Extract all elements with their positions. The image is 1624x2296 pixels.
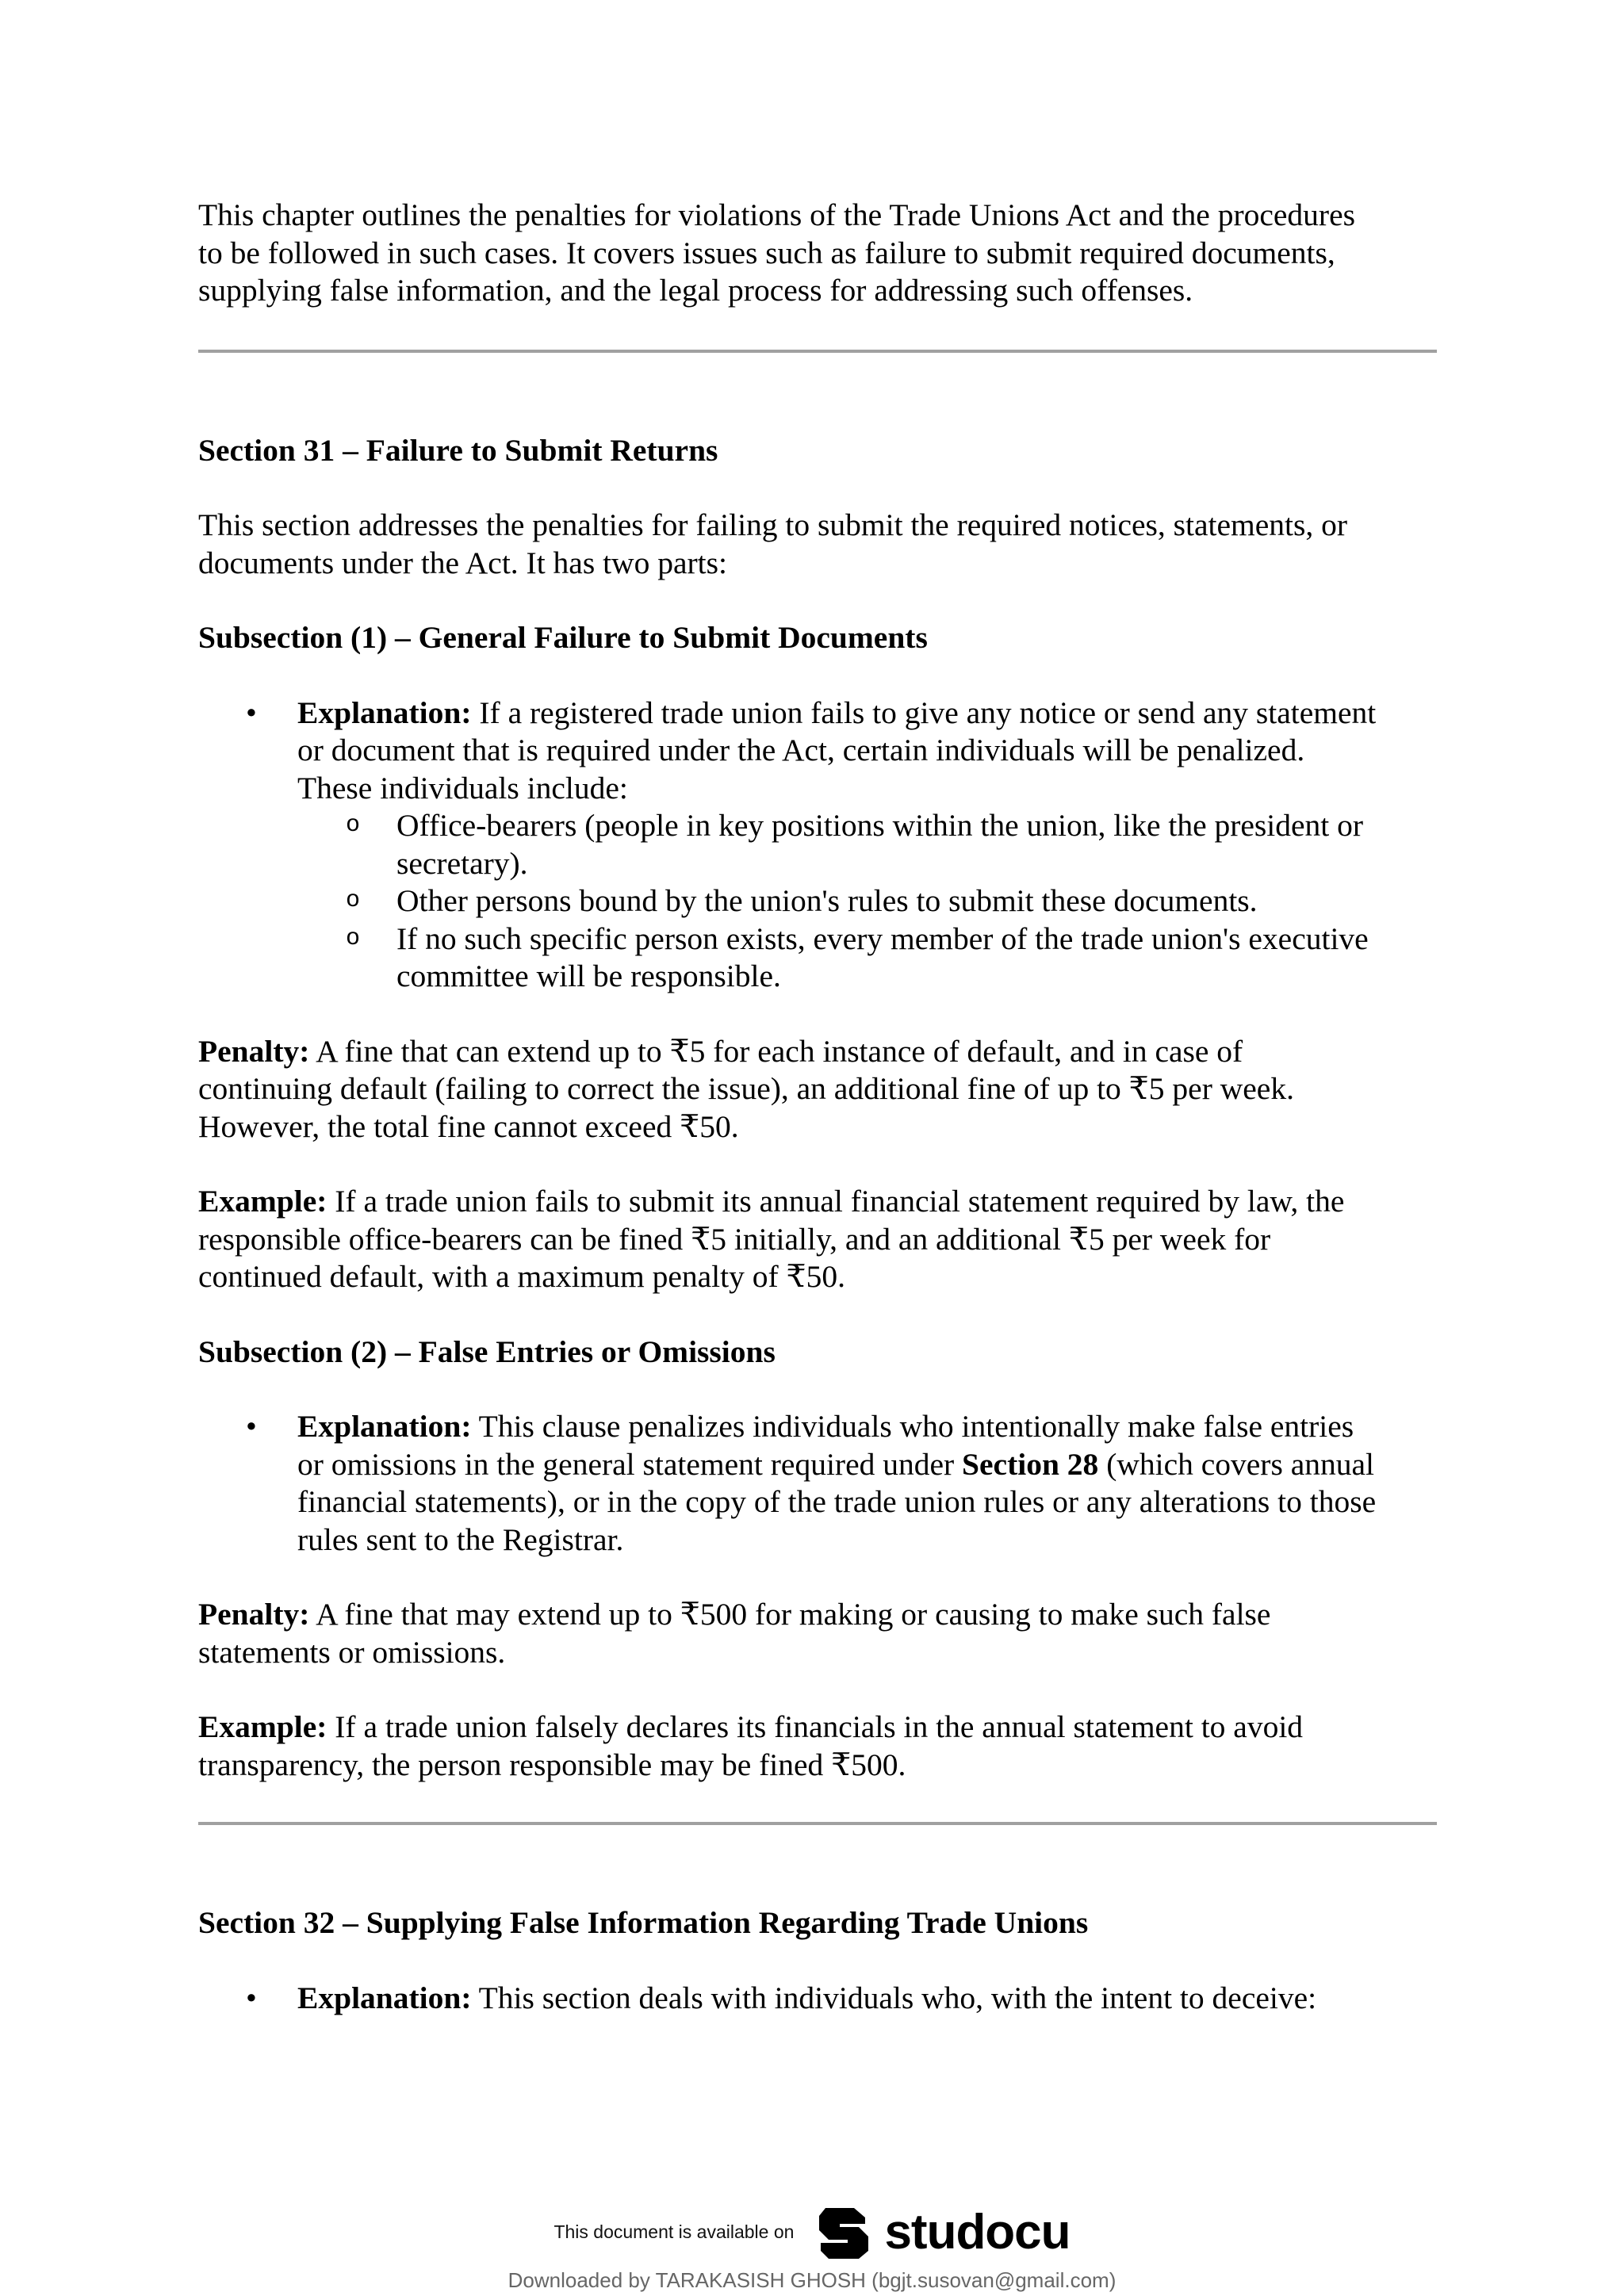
text-line: rules sent to the Registrar.	[297, 1521, 624, 1557]
list-item-explanation	[198, 1980, 1435, 2018]
penalty-paragraph	[198, 1033, 1435, 1146]
intro-line: This chapter outlines the penalties for violations of the Trade Unions Act and the procedures	[198, 197, 1355, 232]
explanation-label: Explanation:	[297, 1409, 472, 1444]
penalty-paragraph	[198, 1596, 1435, 1671]
sub-list-item	[198, 920, 1435, 996]
studocu-brand[interactable]	[813, 2200, 1070, 2263]
intro-line: to be followed in such cases. It covers issues such as failure to submit required documents,	[198, 235, 1335, 270]
text-line: documents under the Act. It has two parts:	[198, 545, 727, 580]
text-line: or omissions in the general statement required under	[297, 1446, 963, 1482]
text-line: Office-bearers (people in key positions within the union, like the president or	[396, 808, 1364, 843]
section-32-heading: Section 32 – Supplying False Information Regarding Trade Unions	[198, 1905, 1089, 1940]
text-line: Other persons bound by the union's rules to submit these documents.	[396, 883, 1258, 918]
explanation-label: Explanation:	[297, 1980, 472, 2015]
penalty-label: Penalty:	[198, 1033, 310, 1069]
intro-line: supplying false information, and the legal process for addressing such offenses.	[198, 273, 1193, 308]
text-line: This section deals with individuals who, with the intent to deceive:	[471, 1980, 1317, 2015]
text-line: If a trade union falsely declares its financials in the annual statement to avoid	[327, 1709, 1304, 1744]
text-line: A fine that may extend up to ₹500 for making or causing to make such false	[309, 1597, 1271, 1632]
text-line: financial statements), or in the copy of the trade union rules or any alterations to those	[297, 1484, 1377, 1519]
text-line: (which covers annual	[1098, 1446, 1375, 1482]
text-line: If no such specific person exists, every member of the trade union's executive	[396, 920, 1369, 956]
text-line: If a trade union fails to submit its annual financial statement required by law, the	[327, 1184, 1345, 1219]
sub-list-item	[198, 807, 1435, 882]
footer	[0, 2200, 1624, 2293]
text-line: continued default, with a maximum penalty of ₹50.	[198, 1259, 846, 1294]
circle-bullet-icon: o	[346, 887, 361, 914]
text-line: continuing default (failing to correct the issue), an additional fine of up to ₹5 per week.	[198, 1071, 1294, 1106]
text-line: This clause penalizes individuals who intentionally make false entries	[471, 1409, 1354, 1444]
studocu-logo-icon	[813, 2200, 876, 2263]
text-line: transparency, the person responsible may be fined ₹500.	[198, 1747, 906, 1782]
penalty-label: Penalty:	[198, 1597, 310, 1632]
section-31-description	[198, 507, 1435, 582]
section-31-heading: Section 31 – Failure to Submit Returns	[198, 432, 718, 468]
document-page	[198, 197, 1435, 2017]
text-line: or document that is required under the Act, certain individuals will be penalized.	[297, 733, 1305, 767]
text-line: responsible office-bearers can be fined ₹5 initially, and an additional ₹5 per week for	[198, 1221, 1271, 1257]
example-label: Example:	[198, 1709, 327, 1744]
subsection-1-heading: Subsection (1) – General Failure to Submit Documents	[198, 620, 928, 655]
text-line: statements or omissions.	[198, 1634, 506, 1670]
subsection-2-heading: Subsection (2) – False Entries or Omissions	[198, 1334, 776, 1369]
available-on-text: This document is available on	[553, 2221, 795, 2242]
example-paragraph	[198, 1183, 1435, 1296]
list-item-explanation	[198, 695, 1435, 808]
intro-paragraph	[198, 197, 1435, 310]
bullet-icon: •	[246, 695, 257, 730]
text-line: A fine that can extend up to ₹5 for each instance of default, and in case of	[309, 1033, 1243, 1069]
circle-bullet-icon: o	[346, 812, 361, 839]
text-line: committee will be responsible.	[396, 959, 781, 993]
sub-list-item	[198, 882, 1435, 920]
example-label: Example:	[198, 1184, 327, 1219]
section-28-reference: Section 28	[962, 1446, 1099, 1482]
text-line: If a registered trade union fails to give any notice or send any statement	[471, 695, 1377, 730]
bullet-icon: •	[246, 1980, 257, 2015]
studocu-wordmark: studocu	[884, 2204, 1071, 2260]
studocu-banner[interactable]	[0, 2200, 1624, 2263]
text-line: This section addresses the penalties for failing to submit the required notices, statements, or	[198, 507, 1348, 542]
text-line: These individuals include:	[297, 770, 628, 806]
bullet-icon: •	[246, 1409, 257, 1444]
text-line: However, the total fine cannot exceed ₹50.	[198, 1108, 739, 1144]
list-item-explanation	[198, 1408, 1435, 1559]
downloaded-by-text: Downloaded by TARAKASISH GHOSH (bgjt.susovan@gmail.com)	[508, 2268, 1116, 2292]
text-line: secretary).	[396, 845, 528, 881]
circle-bullet-icon: o	[346, 924, 361, 952]
example-paragraph	[198, 1709, 1435, 1784]
explanation-label: Explanation:	[297, 695, 472, 730]
